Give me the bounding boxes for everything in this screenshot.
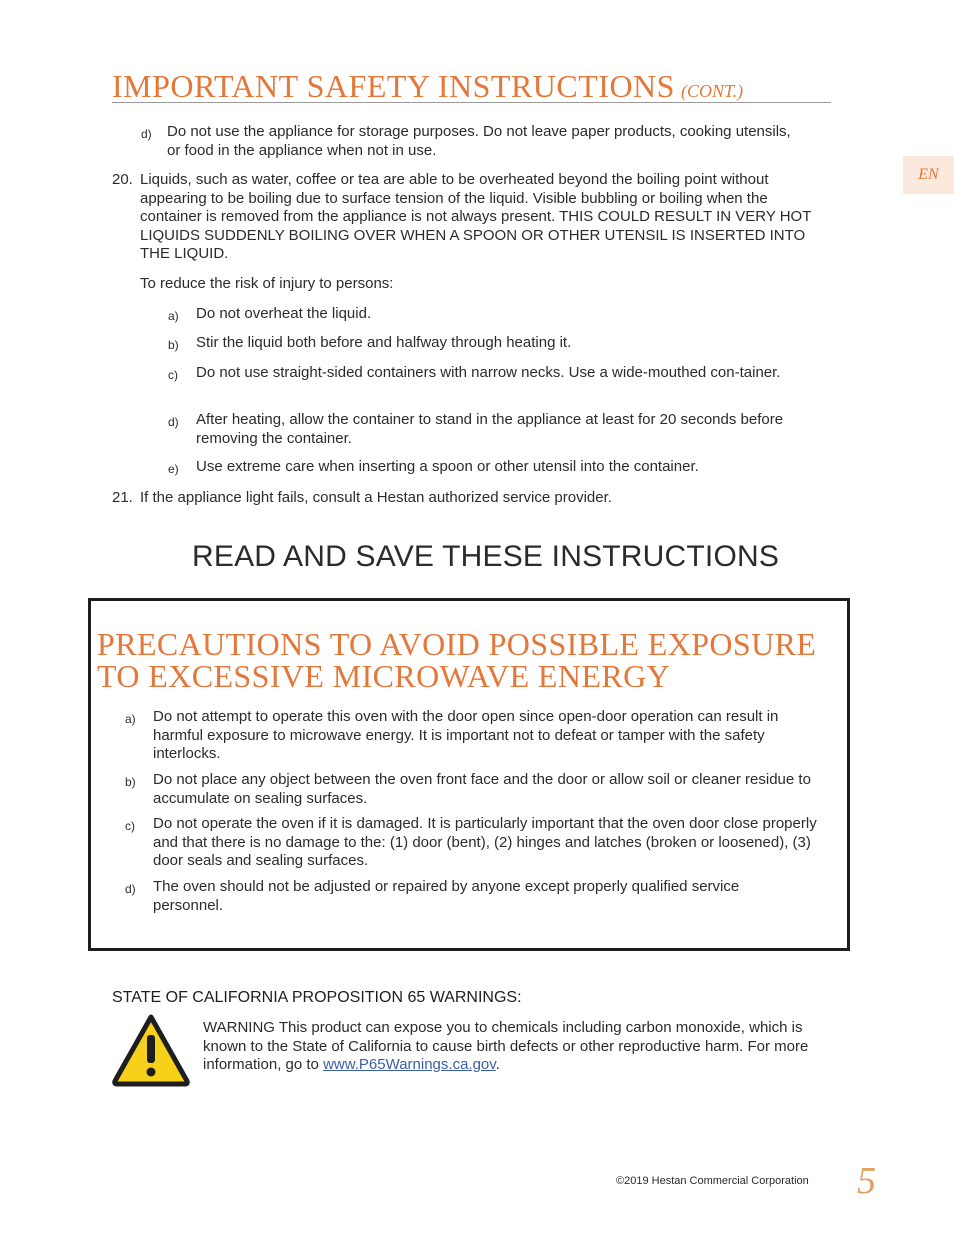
section-title-cont: (CONT.) (680, 81, 744, 101)
warning-word: WARNING (203, 1019, 275, 1036)
list-item-label: b) (168, 338, 179, 352)
list-item-text: The oven should not be adjusted or repaired by anyone except properly qualified service personnel. (153, 878, 740, 914)
list-item-text: If the appliance light fails, consult a Hestan authorized service provider. (140, 489, 612, 506)
section-title: IMPORTANT SAFETY INSTRUCTIONS (112, 68, 675, 104)
list-item-label: 21. (112, 489, 133, 506)
list-item-text: Do not use straight-sided containers with narrow necks. Use a wide-mouthed con-tainer. (196, 364, 781, 381)
warning-end: . (495, 1056, 500, 1073)
list-item-label: e) (168, 462, 179, 476)
list-item-text: Do not use the appliance for storage purposes. Do not leave paper products, cooking utensils, or food in the appliance when not in use. (167, 123, 791, 159)
warning-sign-icon (111, 1013, 191, 1092)
prop65-heading: STATE OF CALIFORNIA PROPOSITION 65 WARNINGS: (112, 989, 522, 1006)
precautions-title-line2: TO EXCESSIVE MICROWAVE ENERGY (97, 658, 671, 694)
list-item (168, 411, 808, 451)
list-item-text: Do not operate the oven if it is damaged. It is particularly important that the oven door close properly and that there is no damage to the: (1) door (bent), (2) hinges and latches (broken or loosened), (3) door seals and sealing surfaces. (153, 815, 817, 869)
list-item-20 (112, 171, 832, 271)
language-tab-label: EN (918, 166, 939, 183)
p65-warnings-link[interactable]: www.P65Warnings.ca.gov (323, 1056, 496, 1073)
list-item-label: c) (125, 819, 135, 833)
list-item (168, 458, 808, 478)
warning-body: This product can expose you to chemicals including carbon monoxide, which is known to the State of California to cause birth defects or other reproductive harm. For more information, go to (203, 1019, 809, 1073)
list-item-text: Do not attempt to operate this oven with the door open since open-door operation can result in harmful exposure to microwave energy. It is important not to defeat or tamper with the safety interlocks. (153, 708, 779, 762)
list-item-text: Do not place any object between the oven front face and the door or allow soil or cleaner residue to accumulate on sealing surfaces. (153, 771, 811, 807)
copyright: ©2019 Hestan Commercial Corporation (616, 1175, 809, 1187)
list-item-label: c) (168, 368, 178, 382)
list-item (168, 364, 808, 404)
list-item-text: Use extreme care when inserting a spoon or other utensil into the container. (196, 458, 699, 475)
list-item (125, 815, 835, 873)
list-item (125, 878, 835, 918)
list-item-label: d) (168, 415, 179, 429)
list-item (168, 305, 808, 325)
list-item-text: Do not overheat the liquid. (196, 305, 372, 322)
list-item-label: b) (125, 775, 136, 789)
list-item-label: a) (125, 712, 136, 726)
risk-intro: To reduce the risk of injury to persons: (140, 275, 394, 292)
list-item-label: d) (141, 127, 152, 141)
prop65-warning-text (203, 1019, 833, 1075)
list-item-text: Stir the liquid both before and halfway through heating it. (196, 334, 572, 351)
section-header (112, 70, 831, 103)
list-item (125, 708, 835, 766)
list-item (125, 771, 835, 811)
language-tab[interactable] (903, 156, 954, 194)
page-number: 5 (857, 1160, 876, 1202)
list-item-21 (112, 489, 832, 509)
list-item-label: 20. (112, 171, 133, 188)
read-save-heading: READ AND SAVE THESE INSTRUCTIONS (192, 540, 780, 573)
list-item-label: a) (168, 309, 179, 323)
precautions-title (97, 628, 847, 692)
list-item (141, 123, 831, 163)
list-item (168, 334, 808, 354)
list-item-text: Liquids, such as water, coffee or tea are able to be overheated beyond the boiling point without appearing to be boiling due to surface tension of the liquid. Visible bubbling or boiling when the container is removed from the appliance is not always present. THIS COULD RESULT IN VERY HOT LIQUIDS SUDDENLY BOILING OVER WHEN A SPOON OR OTHER UTENSIL IS INSERTED INTO THE LIQUID. (140, 171, 812, 262)
list-item-label: d) (125, 882, 136, 896)
precautions-title-line1: PRECAUTIONS TO AVOID POSSIBLE EXPOSURE (97, 626, 817, 662)
list-item-text: After heating, allow the container to stand in the appliance at least for 20 seconds before removing the container. (196, 411, 784, 447)
